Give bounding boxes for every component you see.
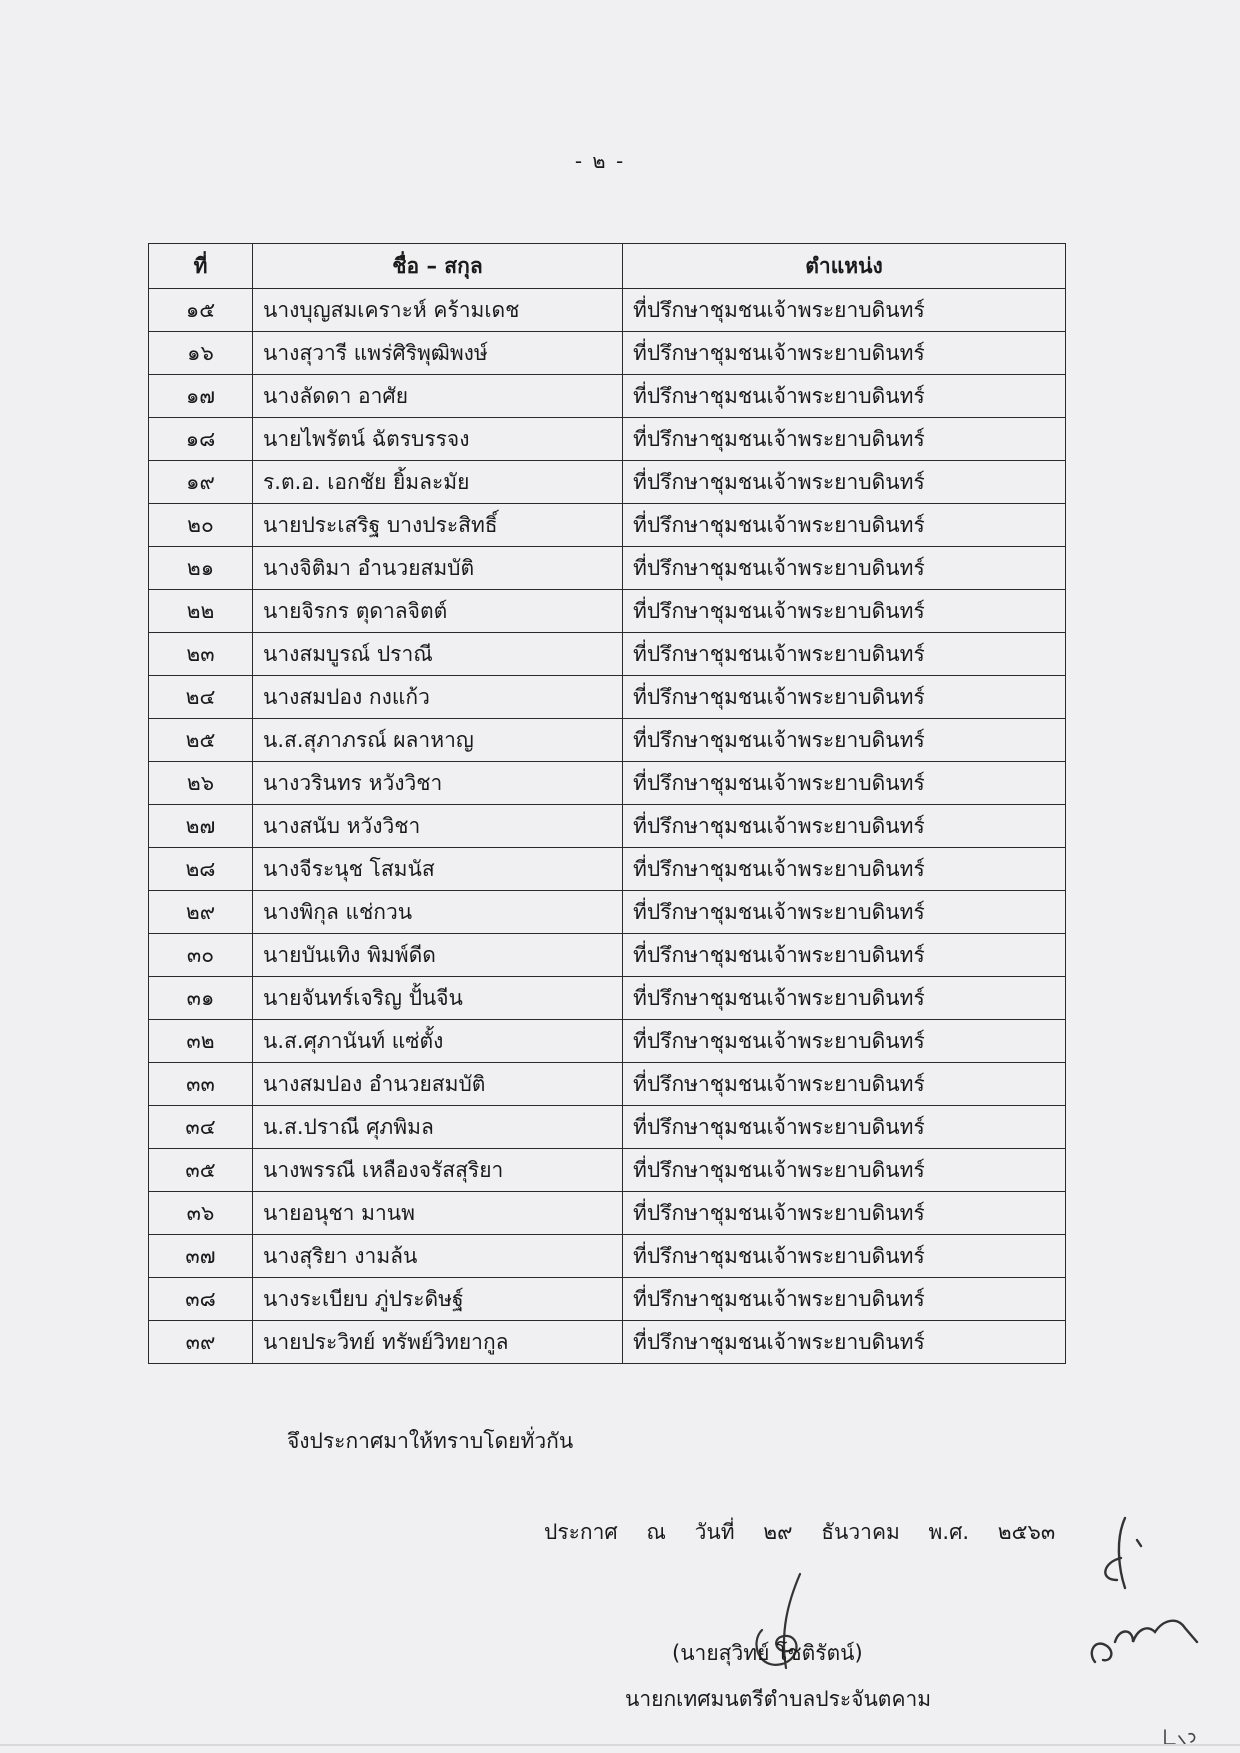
row-number: ๑๘ [149,418,253,461]
row-number: ๑๖ [149,332,253,375]
row-name: นายอนุชา มานพ [253,1192,623,1235]
announce-at: ณ [646,1520,666,1544]
row-name: นายจันทร์เจริญ ปั้นจีน [253,977,623,1020]
margin-initials-mark [1085,1510,1215,1750]
row-name: นายประเสริฐ บางประสิทธิ์ [253,504,623,547]
table-header-row [149,244,1066,289]
row-name: นายจิรกร ตุดาลจิตต์ [253,590,623,633]
roster-table [148,243,1066,1364]
row-name: นางลัดดา อาศัย [253,375,623,418]
row-position: ที่ปรึกษาชุมชนเจ้าพระยาบดินทร์ [623,418,1066,461]
row-number: ๑๕ [149,289,253,332]
table-row [149,934,1066,977]
row-number: ๓๓ [149,1063,253,1106]
page-number: - ๒ - [574,149,626,173]
row-number: ๑๙ [149,461,253,504]
row-name: นางจีระนุช โสมนัส [253,848,623,891]
table-row [149,676,1066,719]
row-position: ที่ปรึกษาชุมชนเจ้าพระยาบดินทร์ [623,1149,1066,1192]
announce-month: ธันวาคม [821,1520,900,1544]
row-number: ๒๐ [149,504,253,547]
row-name: นายไพรัตน์ ฉัตรบรรจง [253,418,623,461]
row-number: ๓๔ [149,1106,253,1149]
row-name: นายบันเทิง พิมพ์ดีด [253,934,623,977]
row-position: ที่ปรึกษาชุมชนเจ้าพระยาบดินทร์ [623,289,1066,332]
row-position: ที่ปรึกษาชุมชนเจ้าพระยาบดินทร์ [623,891,1066,934]
scan-edge-line [0,1744,1240,1746]
table-row [149,1106,1066,1149]
row-name: น.ส.ปราณี ศุภพิมล [253,1106,623,1149]
row-position: ที่ปรึกษาชุมชนเจ้าพระยาบดินทร์ [623,504,1066,547]
row-number: ๓๐ [149,934,253,977]
row-number: ๒๒ [149,590,253,633]
closing-statement: จึงประกาศมาให้ทราบโดยทั่วกัน [287,1429,574,1453]
row-position: ที่ปรึกษาชุมชนเจ้าพระยาบดินทร์ [623,332,1066,375]
row-name: นางบุญสมเคราะห์ คร้ามเดช [253,289,623,332]
row-name: น.ส.สุภาภรณ์ ผลาหาญ [253,719,623,762]
row-position: ที่ปรึกษาชุมชนเจ้าพระยาบดินทร์ [623,934,1066,977]
announcement-date-line [544,1516,1077,1549]
table-row [149,1149,1066,1192]
table-body [149,289,1066,1364]
row-number: ๒๔ [149,676,253,719]
row-number: ๒๕ [149,719,253,762]
table-row [149,461,1066,504]
row-name: นางสมปอง กงแก้ว [253,676,623,719]
table-row [149,633,1066,676]
row-position: ที่ปรึกษาชุมชนเจ้าพระยาบดินทร์ [623,1321,1066,1364]
table-row [149,1063,1066,1106]
row-position: ที่ปรึกษาชุมชนเจ้าพระยาบดินทร์ [623,676,1066,719]
row-number: ๒๙ [149,891,253,934]
row-name: นางสนับ หวังวิชา [253,805,623,848]
table-row [149,590,1066,633]
row-name: นางวรินทร หวังวิชา [253,762,623,805]
row-number: ๓๙ [149,1321,253,1364]
row-name: นางพิกุล แช่กวน [253,891,623,934]
row-position: ที่ปรึกษาชุมชนเจ้าพระยาบดินทร์ [623,762,1066,805]
row-number: ๓๖ [149,1192,253,1235]
table-row [149,547,1066,590]
announce-date-label: วันที่ [694,1520,735,1544]
announce-prefix: ประกาศ [544,1520,618,1544]
row-position: ที่ปรึกษาชุมชนเจ้าพระยาบดินทร์ [623,547,1066,590]
table-row [149,762,1066,805]
row-name: นางจิติมา อำนวยสมบัติ [253,547,623,590]
table-row [149,1192,1066,1235]
row-number: ๒๓ [149,633,253,676]
row-position: ที่ปรึกษาชุมชนเจ้าพระยาบดินทร์ [623,461,1066,504]
table-row [149,1235,1066,1278]
row-name: นางสมบูรณ์ ปราณี [253,633,623,676]
row-name: น.ส.ศุภานันท์ แซ่ตั้ง [253,1020,623,1063]
row-number: ๒๘ [149,848,253,891]
announce-day: ๒๙ [763,1520,793,1544]
row-position: ที่ปรึกษาชุมชนเจ้าพระยาบดินทร์ [623,1020,1066,1063]
table-row [149,332,1066,375]
header-name: ชื่อ – สกุล [253,244,623,289]
header-no: ที่ [149,244,253,289]
row-name: นางพรรณี เหลืองจรัสสุริยา [253,1149,623,1192]
signatory-title: นายกเทศมนตรีตำบลประจันตคาม [625,1687,932,1711]
table-row [149,805,1066,848]
header-position: ตำแหน่ง [623,244,1066,289]
table-row [149,1321,1066,1364]
table-row [149,719,1066,762]
row-number: ๑๗ [149,375,253,418]
row-number: ๓๑ [149,977,253,1020]
row-name: นางสุวารี แพร่ศิริพุฒิพงษ์ [253,332,623,375]
table-row [149,1020,1066,1063]
row-position: ที่ปรึกษาชุมชนเจ้าพระยาบดินทร์ [623,977,1066,1020]
table-row [149,891,1066,934]
row-position: ที่ปรึกษาชุมชนเจ้าพระยาบดินทร์ [623,1106,1066,1149]
row-name: นางระเบียบ ภู่ประดิษฐ์ [253,1278,623,1321]
announce-era: พ.ศ. [928,1520,970,1544]
row-name: นางสุริยา งามล้น [253,1235,623,1278]
row-position: ที่ปรึกษาชุมชนเจ้าพระยาบดินทร์ [623,805,1066,848]
row-number: ๓๕ [149,1149,253,1192]
row-position: ที่ปรึกษาชุมชนเจ้าพระยาบดินทร์ [623,1235,1066,1278]
table-row [149,848,1066,891]
row-number: ๓๗ [149,1235,253,1278]
row-position: ที่ปรึกษาชุมชนเจ้าพระยาบดินทร์ [623,633,1066,676]
table-row [149,977,1066,1020]
row-position: ที่ปรึกษาชุมชนเจ้าพระยาบดินทร์ [623,719,1066,762]
row-number: ๒๖ [149,762,253,805]
row-position: ที่ปรึกษาชุมชนเจ้าพระยาบดินทร์ [623,590,1066,633]
row-number: ๓๒ [149,1020,253,1063]
announce-year: ๒๕๖๓ [997,1520,1056,1544]
table-row [149,418,1066,461]
row-number: ๓๘ [149,1278,253,1321]
row-position: ที่ปรึกษาชุมชนเจ้าพระยาบดินทร์ [623,1192,1066,1235]
row-name: นายประวิทย์ ทรัพย์วิทยากูล [253,1321,623,1364]
table-row [149,375,1066,418]
row-number: ๒๗ [149,805,253,848]
row-name: นางสมปอง อำนวยสมบัติ [253,1063,623,1106]
row-name: ร.ต.อ. เอกชัย ยิ้มละมัย [253,461,623,504]
row-number: ๒๑ [149,547,253,590]
signatory-name: (นายสุวิทย์ โชติรัตน์) [672,1641,863,1665]
row-position: ที่ปรึกษาชุมชนเจ้าพระยาบดินทร์ [623,1063,1066,1106]
table-row [149,1278,1066,1321]
row-position: ที่ปรึกษาชุมชนเจ้าพระยาบดินทร์ [623,848,1066,891]
table-row [149,504,1066,547]
row-position: ที่ปรึกษาชุมชนเจ้าพระยาบดินทร์ [623,1278,1066,1321]
row-position: ที่ปรึกษาชุมชนเจ้าพระยาบดินทร์ [623,375,1066,418]
table-row [149,289,1066,332]
